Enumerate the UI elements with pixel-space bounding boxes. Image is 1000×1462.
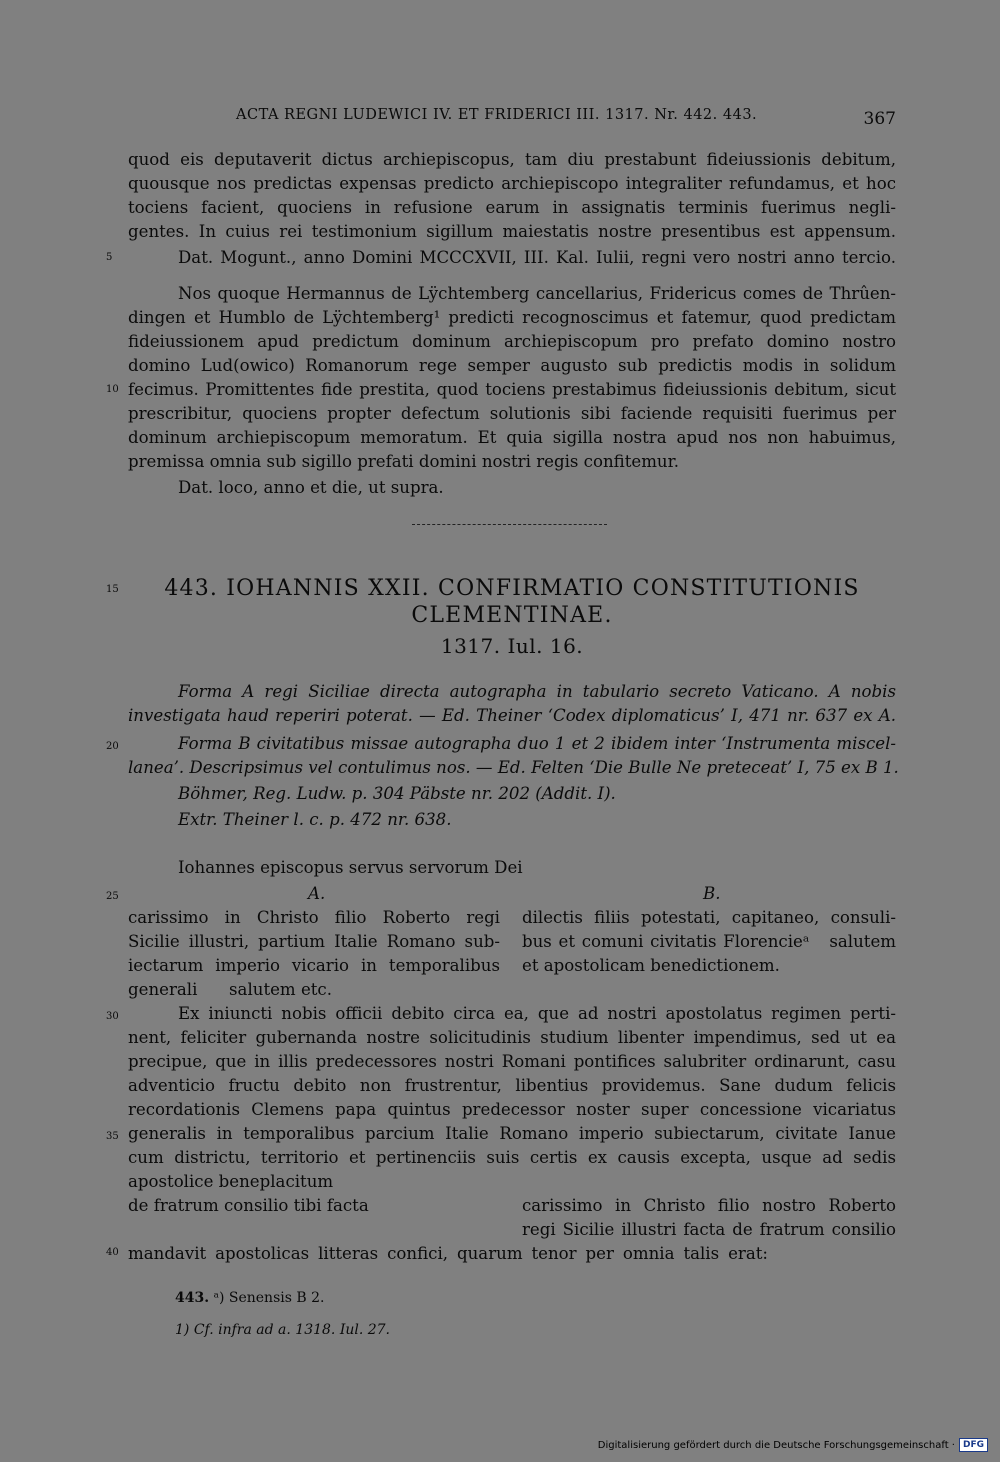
line-number: 20 xyxy=(106,741,119,752)
source-line: lanea’. Descripsimus vel contulimus nos. — Ed. Felten ‘Die Bulle Ne preteceat’ I, 75 ex B 1. xyxy=(128,758,899,777)
running-title: ACTA REGNI LUDEWICI IV. ET FRIDERICI III. 1317. Nr. 442. 443. xyxy=(236,107,758,123)
reference-footnote: 1) Cf. infra ad a. 1318. Iul. 27. xyxy=(175,1322,391,1338)
footnote-number: 443. xyxy=(175,1290,210,1306)
text-line: adventicio fructu debito non frustrentur, libentius providemus. Sane dudum felicis xyxy=(128,1076,896,1095)
line-number: 40 xyxy=(106,1247,119,1258)
source-line: Forma A regi Siciliae directa autographa in tabulario secreto Vaticano. A nobis xyxy=(178,682,896,701)
text-line: generalis in temporalibus parcium Italie Romano imperio subiectarum, civitate Ianue xyxy=(128,1124,896,1143)
split-b-text: regi Sicilie illustri facta de fratrum consilio xyxy=(522,1220,896,1239)
document-title: 443. IOHANNIS XXII. CONFIRMATIO CONSTITUTIONIS xyxy=(164,576,860,601)
line-number: 35 xyxy=(106,1131,119,1142)
footnote-text: ᵃ) Senensis B 2. xyxy=(213,1290,325,1306)
line-number: 30 xyxy=(106,1011,119,1022)
text-line: Dat. Mogunt., anno Domini MCCCXVII, III. Kal. Iulii, regni vero nostri anno tercio. xyxy=(178,248,896,267)
text-line: premissa omnia sub sigillo prefati domini nostri regis confitemur. xyxy=(128,452,679,471)
text-line: precipue, que in illis predecessores nostri Romani pontifices salubriter ordinarunt, casu xyxy=(128,1052,896,1071)
dfg-logo: DFG xyxy=(959,1438,988,1452)
line-number: 15 xyxy=(106,584,119,595)
document-date: 1317. Iul. 16. xyxy=(440,634,584,658)
text-line: domino Lud(owico) Romanorum rege semper augusto sub predictis modis in solidum xyxy=(128,356,896,375)
column-a-label: A. xyxy=(308,884,326,903)
variant-footnote xyxy=(175,1290,324,1306)
source-line: Forma B civitatibus missae autographa duo 1 et 2 ibidem inter ‘Instrumenta miscel- xyxy=(178,734,896,753)
document-title-continued: CLEMENTINAE. xyxy=(411,603,613,628)
text-line: prescribitur, quociens propter defectum solutionis sibi faciende requisiti fuerimus per xyxy=(128,404,896,423)
section-divider xyxy=(412,524,607,525)
line-number: 25 xyxy=(106,891,119,902)
column-b-line: dilectis filiis potestati, capitaneo, consuli- xyxy=(522,908,896,927)
text-line: fideiussionem apud predictum dominum archiepiscopum pro prefato domino nostro xyxy=(128,332,896,351)
text-line: quousque nos predictas expensas predicto archiepiscopo integraliter refundamus, et hoc xyxy=(128,174,896,193)
funding-text: Digitalisierung gefördert durch die Deutsche Forschungsgemeinschaft · xyxy=(597,1439,955,1451)
text-line: tociens facient, quociens in refusione earum in assignatis terminis fuerimus negli- xyxy=(128,198,896,217)
column-a-line: iectarum imperio vicario in temporalibus xyxy=(128,956,500,975)
text-line: nent, feliciter gubernanda nostre solicitudinis studium libenter impendimus, sed ut ea xyxy=(128,1028,896,1047)
column-a-line: carissimo in Christo filio Roberto regi xyxy=(128,908,500,927)
funding-credit xyxy=(598,1438,988,1452)
text-line: Nos quoque Hermannus de Lÿchtemberg cancellarius, Fridericus comes de Thrûen- xyxy=(178,284,896,303)
column-a-line: generali salutem etc. xyxy=(128,980,332,999)
split-b-text: carissimo in Christo filio nostro Roberto xyxy=(522,1196,896,1215)
split-a-text: de fratrum consilio tibi facta xyxy=(128,1196,369,1215)
running-header xyxy=(128,107,896,137)
line-number: 10 xyxy=(106,384,119,395)
source-line: Extr. Theiner l. c. p. 472 nr. 638. xyxy=(178,810,452,829)
text-line: apostolice beneplacitum xyxy=(128,1172,334,1191)
column-a-line: Sicilie illustri, partium Italie Romano sub- xyxy=(128,932,500,951)
text-line: gentes. In cuius rei testimonium sigillum maiestatis nostre presentibus est appensum. xyxy=(128,222,896,241)
text-line: dingen et Humblo de Lÿchtemberg¹ predicti recognoscimus et fatemur, quod predictam xyxy=(128,308,896,327)
source-line: investigata haud reperiri poterat. — Ed. Theiner ‘Codex diplomaticus’ I, 471 nr. 637 ex A. xyxy=(128,706,896,725)
text-line: fecimus. Promittentes fide prestita, quod tociens prestabimus fideiussionis debitum, sicut xyxy=(128,380,896,399)
text-line: quod eis deputaverit dictus archiepiscopus, tam diu prestabunt fideiussionis debitum, xyxy=(128,150,896,169)
text-line: dominum archiepiscopum memoratum. Et quia sigilla nostra apud nos non habuimus, xyxy=(128,428,896,447)
column-b-label: B. xyxy=(703,884,721,903)
text-line: Ex iniuncti nobis officii debito circa ea, que ad nostri apostolatus regimen perti- xyxy=(178,1004,896,1023)
column-b-line: et apostolicam benedictionem. xyxy=(522,956,780,975)
text-line: cum districtu, territorio et pertinenciis suis certis ex causis excepta, usque ad sedis xyxy=(128,1148,896,1167)
source-line: Böhmer, Reg. Ludw. p. 304 Päbste nr. 202 (Addit. I). xyxy=(178,784,616,803)
text-line: recordationis Clemens papa quintus predecessor noster super concessione vicariatus xyxy=(128,1100,896,1119)
text-line: Dat. loco, anno et die, ut supra. xyxy=(178,478,444,497)
page-number: 367 xyxy=(863,109,896,129)
line-number: 5 xyxy=(106,252,113,263)
salutation-text: Iohannes episcopus servus servorum Dei xyxy=(178,858,523,877)
final-line: mandavit apostolicas litteras confici, quarum tenor per omnia talis erat: xyxy=(128,1244,768,1263)
column-b-line: bus et comuni civitatis Florencieᵃ salutem xyxy=(522,932,896,951)
